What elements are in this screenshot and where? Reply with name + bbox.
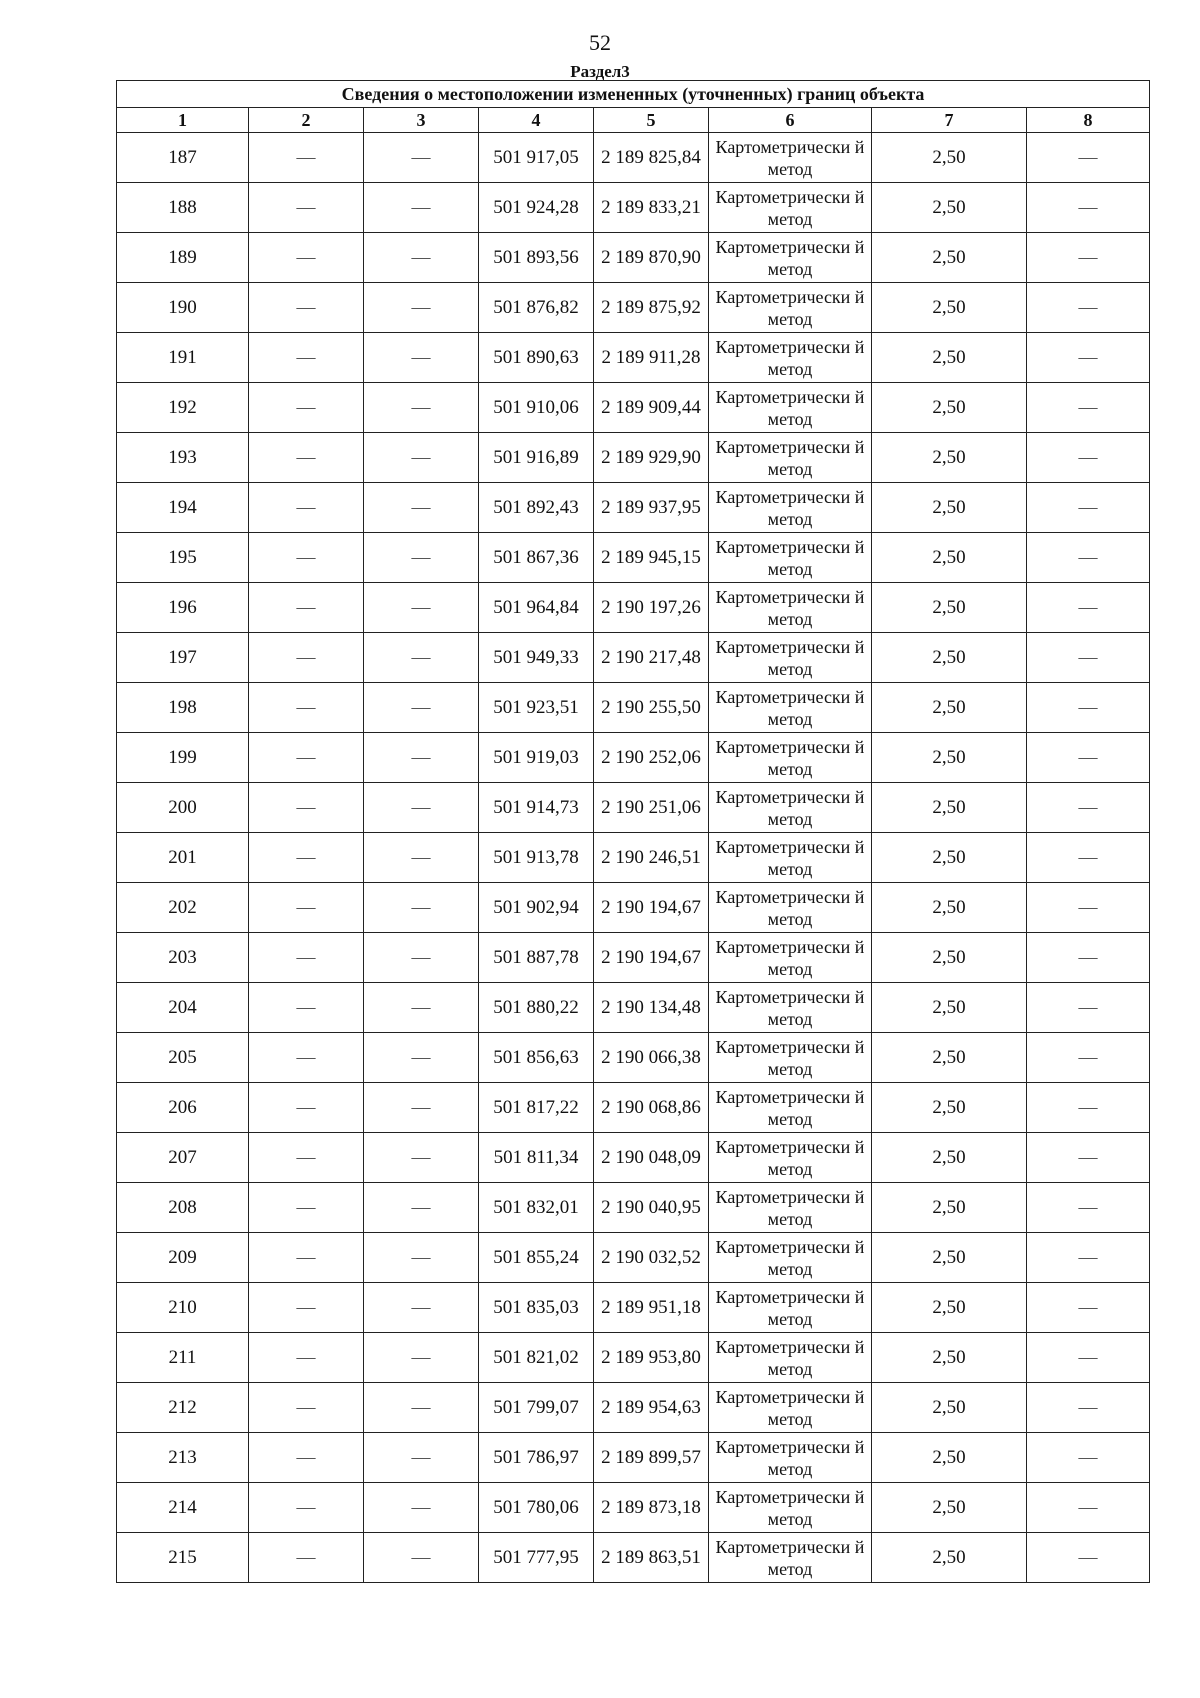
empty-value-cell: — bbox=[1027, 1083, 1150, 1133]
empty-value-cell: — bbox=[249, 233, 364, 283]
column-number: 3 bbox=[364, 108, 479, 133]
empty-value-cell: — bbox=[1027, 883, 1150, 933]
x-coordinate-cell: 501 910,06 bbox=[479, 383, 594, 433]
table-row bbox=[117, 1333, 1150, 1383]
point-number-cell: 199 bbox=[117, 733, 249, 783]
y-coordinate-cell: 2 189 863,51 bbox=[594, 1533, 709, 1583]
x-coordinate-cell: 501 832,01 bbox=[479, 1183, 594, 1233]
y-coordinate-cell: 2 189 875,92 bbox=[594, 283, 709, 333]
empty-value-cell: — bbox=[1027, 133, 1150, 183]
accuracy-cell: 2,50 bbox=[872, 283, 1027, 333]
table-row bbox=[117, 1483, 1150, 1533]
x-coordinate-cell: 501 914,73 bbox=[479, 783, 594, 833]
y-coordinate-cell: 2 189 951,18 bbox=[594, 1283, 709, 1333]
accuracy-cell: 2,50 bbox=[872, 183, 1027, 233]
point-number-cell: 202 bbox=[117, 883, 249, 933]
table-row bbox=[117, 333, 1150, 383]
empty-value-cell: — bbox=[364, 783, 479, 833]
empty-value-cell: — bbox=[364, 333, 479, 383]
method-cell: Картометрически й метод bbox=[709, 683, 872, 733]
method-cell: Картометрически й метод bbox=[709, 133, 872, 183]
empty-value-cell: — bbox=[1027, 1483, 1150, 1533]
y-coordinate-cell: 2 190 134,48 bbox=[594, 983, 709, 1033]
coordinates-table bbox=[116, 80, 1150, 1583]
method-cell: Картометрически й метод bbox=[709, 1433, 872, 1483]
empty-value-cell: — bbox=[249, 533, 364, 583]
empty-value-cell: — bbox=[249, 733, 364, 783]
x-coordinate-cell: 501 949,33 bbox=[479, 633, 594, 683]
y-coordinate-cell: 2 190 040,95 bbox=[594, 1183, 709, 1233]
accuracy-cell: 2,50 bbox=[872, 683, 1027, 733]
accuracy-cell: 2,50 bbox=[872, 1033, 1027, 1083]
empty-value-cell: — bbox=[249, 683, 364, 733]
point-number-cell: 207 bbox=[117, 1133, 249, 1183]
y-coordinate-cell: 2 189 929,90 bbox=[594, 433, 709, 483]
y-coordinate-cell: 2 189 825,84 bbox=[594, 133, 709, 183]
column-number: 4 bbox=[479, 108, 594, 133]
point-number-cell: 198 bbox=[117, 683, 249, 733]
column-number: 8 bbox=[1027, 108, 1150, 133]
empty-value-cell: — bbox=[249, 783, 364, 833]
empty-value-cell: — bbox=[364, 1033, 479, 1083]
table-body bbox=[117, 133, 1150, 1583]
empty-value-cell: — bbox=[249, 883, 364, 933]
x-coordinate-cell: 501 964,84 bbox=[479, 583, 594, 633]
empty-value-cell: — bbox=[364, 983, 479, 1033]
accuracy-cell: 2,50 bbox=[872, 1383, 1027, 1433]
point-number-cell: 193 bbox=[117, 433, 249, 483]
x-coordinate-cell: 501 799,07 bbox=[479, 1383, 594, 1433]
table-row bbox=[117, 433, 1150, 483]
empty-value-cell: — bbox=[249, 1483, 364, 1533]
table-row bbox=[117, 133, 1150, 183]
x-coordinate-cell: 501 917,05 bbox=[479, 133, 594, 183]
empty-value-cell: — bbox=[364, 1183, 479, 1233]
empty-value-cell: — bbox=[364, 183, 479, 233]
point-number-cell: 214 bbox=[117, 1483, 249, 1533]
empty-value-cell: — bbox=[1027, 1283, 1150, 1333]
x-coordinate-cell: 501 835,03 bbox=[479, 1283, 594, 1333]
y-coordinate-cell: 2 190 048,09 bbox=[594, 1133, 709, 1183]
y-coordinate-cell: 2 189 911,28 bbox=[594, 333, 709, 383]
table-row bbox=[117, 883, 1150, 933]
y-coordinate-cell: 2 190 246,51 bbox=[594, 833, 709, 883]
point-number-cell: 188 bbox=[117, 183, 249, 233]
point-number-cell: 209 bbox=[117, 1233, 249, 1283]
table-row bbox=[117, 983, 1150, 1033]
x-coordinate-cell: 501 902,94 bbox=[479, 883, 594, 933]
method-cell: Картометрически й метод bbox=[709, 1283, 872, 1333]
table-row bbox=[117, 933, 1150, 983]
method-cell: Картометрически й метод bbox=[709, 1033, 872, 1083]
table-row bbox=[117, 1533, 1150, 1583]
table-row bbox=[117, 833, 1150, 883]
point-number-cell: 211 bbox=[117, 1333, 249, 1383]
y-coordinate-cell: 2 189 870,90 bbox=[594, 233, 709, 283]
point-number-cell: 212 bbox=[117, 1383, 249, 1433]
empty-value-cell: — bbox=[249, 1233, 364, 1283]
method-cell: Картометрически й метод bbox=[709, 533, 872, 583]
empty-value-cell: — bbox=[1027, 683, 1150, 733]
empty-value-cell: — bbox=[1027, 833, 1150, 883]
empty-value-cell: — bbox=[249, 1533, 364, 1583]
accuracy-cell: 2,50 bbox=[872, 483, 1027, 533]
accuracy-cell: 2,50 bbox=[872, 633, 1027, 683]
table-header bbox=[117, 81, 1150, 133]
empty-value-cell: — bbox=[364, 1233, 479, 1283]
empty-value-cell: — bbox=[249, 1283, 364, 1333]
accuracy-cell: 2,50 bbox=[872, 883, 1027, 933]
method-cell: Картометрически й метод bbox=[709, 1333, 872, 1383]
empty-value-cell: — bbox=[364, 933, 479, 983]
point-number-cell: 206 bbox=[117, 1083, 249, 1133]
empty-value-cell: — bbox=[364, 483, 479, 533]
empty-value-cell: — bbox=[364, 283, 479, 333]
method-cell: Картометрически й метод bbox=[709, 333, 872, 383]
x-coordinate-cell: 501 855,24 bbox=[479, 1233, 594, 1283]
empty-value-cell: — bbox=[364, 583, 479, 633]
accuracy-cell: 2,50 bbox=[872, 833, 1027, 883]
point-number-cell: 187 bbox=[117, 133, 249, 183]
y-coordinate-cell: 2 189 945,15 bbox=[594, 533, 709, 583]
point-number-cell: 200 bbox=[117, 783, 249, 833]
point-number-cell: 201 bbox=[117, 833, 249, 883]
point-number-cell: 189 bbox=[117, 233, 249, 283]
accuracy-cell: 2,50 bbox=[872, 133, 1027, 183]
y-coordinate-cell: 2 190 066,38 bbox=[594, 1033, 709, 1083]
column-number: 6 bbox=[709, 108, 872, 133]
table-caption-row bbox=[117, 81, 1150, 108]
x-coordinate-cell: 501 916,89 bbox=[479, 433, 594, 483]
empty-value-cell: — bbox=[1027, 1533, 1150, 1583]
empty-value-cell: — bbox=[364, 1383, 479, 1433]
empty-value-cell: — bbox=[364, 133, 479, 183]
empty-value-cell: — bbox=[249, 433, 364, 483]
empty-value-cell: — bbox=[364, 733, 479, 783]
y-coordinate-cell: 2 189 873,18 bbox=[594, 1483, 709, 1533]
method-cell: Картометрически й метод bbox=[709, 383, 872, 433]
empty-value-cell: — bbox=[1027, 1383, 1150, 1433]
y-coordinate-cell: 2 190 032,52 bbox=[594, 1233, 709, 1283]
y-coordinate-cell: 2 190 197,26 bbox=[594, 583, 709, 633]
y-coordinate-cell: 2 189 954,63 bbox=[594, 1383, 709, 1433]
column-number: 7 bbox=[872, 108, 1027, 133]
empty-value-cell: — bbox=[249, 283, 364, 333]
table-row bbox=[117, 1283, 1150, 1333]
table-row bbox=[117, 633, 1150, 683]
point-number-cell: 203 bbox=[117, 933, 249, 983]
empty-value-cell: — bbox=[1027, 583, 1150, 633]
table-row bbox=[117, 1033, 1150, 1083]
point-number-cell: 195 bbox=[117, 533, 249, 583]
empty-value-cell: — bbox=[1027, 733, 1150, 783]
table-row bbox=[117, 533, 1150, 583]
method-cell: Картометрически й метод bbox=[709, 1383, 872, 1433]
accuracy-cell: 2,50 bbox=[872, 1283, 1027, 1333]
table-row bbox=[117, 583, 1150, 633]
accuracy-cell: 2,50 bbox=[872, 1233, 1027, 1283]
empty-value-cell: — bbox=[1027, 283, 1150, 333]
empty-value-cell: — bbox=[1027, 1333, 1150, 1383]
x-coordinate-cell: 501 919,03 bbox=[479, 733, 594, 783]
empty-value-cell: — bbox=[1027, 1233, 1150, 1283]
accuracy-cell: 2,50 bbox=[872, 1333, 1027, 1383]
x-coordinate-cell: 501 890,63 bbox=[479, 333, 594, 383]
table-row bbox=[117, 183, 1150, 233]
table-row bbox=[117, 1383, 1150, 1433]
method-cell: Картометрически й метод bbox=[709, 583, 872, 633]
accuracy-cell: 2,50 bbox=[872, 933, 1027, 983]
x-coordinate-cell: 501 892,43 bbox=[479, 483, 594, 533]
method-cell: Картометрически й метод bbox=[709, 433, 872, 483]
accuracy-cell: 2,50 bbox=[872, 533, 1027, 583]
empty-value-cell: — bbox=[1027, 1033, 1150, 1083]
empty-value-cell: — bbox=[249, 333, 364, 383]
y-coordinate-cell: 2 190 194,67 bbox=[594, 883, 709, 933]
empty-value-cell: — bbox=[1027, 783, 1150, 833]
x-coordinate-cell: 501 924,28 bbox=[479, 183, 594, 233]
point-number-cell: 204 bbox=[117, 983, 249, 1033]
empty-value-cell: — bbox=[1027, 933, 1150, 983]
empty-value-cell: — bbox=[249, 583, 364, 633]
empty-value-cell: — bbox=[249, 1083, 364, 1133]
method-cell: Картометрически й метод bbox=[709, 983, 872, 1033]
empty-value-cell: — bbox=[364, 1433, 479, 1483]
empty-value-cell: — bbox=[1027, 1133, 1150, 1183]
empty-value-cell: — bbox=[249, 183, 364, 233]
empty-value-cell: — bbox=[249, 633, 364, 683]
empty-value-cell: — bbox=[364, 633, 479, 683]
y-coordinate-cell: 2 190 068,86 bbox=[594, 1083, 709, 1133]
method-cell: Картометрически й метод bbox=[709, 833, 872, 883]
empty-value-cell: — bbox=[249, 1033, 364, 1083]
accuracy-cell: 2,50 bbox=[872, 1483, 1027, 1533]
empty-value-cell: — bbox=[364, 383, 479, 433]
point-number-cell: 192 bbox=[117, 383, 249, 433]
x-coordinate-cell: 501 893,56 bbox=[479, 233, 594, 283]
empty-value-cell: — bbox=[364, 1483, 479, 1533]
x-coordinate-cell: 501 887,78 bbox=[479, 933, 594, 983]
point-number-cell: 190 bbox=[117, 283, 249, 333]
empty-value-cell: — bbox=[364, 1283, 479, 1333]
accuracy-cell: 2,50 bbox=[872, 1533, 1027, 1583]
empty-value-cell: — bbox=[1027, 533, 1150, 583]
method-cell: Картометрически й метод bbox=[709, 1083, 872, 1133]
table-row bbox=[117, 383, 1150, 433]
empty-value-cell: — bbox=[364, 533, 479, 583]
method-cell: Картометрически й метод bbox=[709, 1183, 872, 1233]
point-number-cell: 210 bbox=[117, 1283, 249, 1333]
x-coordinate-cell: 501 811,34 bbox=[479, 1133, 594, 1183]
x-coordinate-cell: 501 821,02 bbox=[479, 1333, 594, 1383]
y-coordinate-cell: 2 190 255,50 bbox=[594, 683, 709, 733]
accuracy-cell: 2,50 bbox=[872, 1433, 1027, 1483]
method-cell: Картометрически й метод bbox=[709, 883, 872, 933]
method-cell: Картометрически й метод bbox=[709, 233, 872, 283]
column-number: 2 bbox=[249, 108, 364, 133]
point-number-cell: 205 bbox=[117, 1033, 249, 1083]
empty-value-cell: — bbox=[1027, 333, 1150, 383]
x-coordinate-cell: 501 777,95 bbox=[479, 1533, 594, 1583]
empty-value-cell: — bbox=[249, 1383, 364, 1433]
method-cell: Картометрически й метод bbox=[709, 483, 872, 533]
empty-value-cell: — bbox=[249, 483, 364, 533]
accuracy-cell: 2,50 bbox=[872, 783, 1027, 833]
accuracy-cell: 2,50 bbox=[872, 383, 1027, 433]
column-numbers-row bbox=[117, 108, 1150, 133]
table-row bbox=[117, 1233, 1150, 1283]
point-number-cell: 213 bbox=[117, 1433, 249, 1483]
accuracy-cell: 2,50 bbox=[872, 1083, 1027, 1133]
column-number: 5 bbox=[594, 108, 709, 133]
x-coordinate-cell: 501 876,82 bbox=[479, 283, 594, 333]
y-coordinate-cell: 2 189 899,57 bbox=[594, 1433, 709, 1483]
method-cell: Картометрически й метод bbox=[709, 1483, 872, 1533]
y-coordinate-cell: 2 189 953,80 bbox=[594, 1333, 709, 1383]
method-cell: Картометрически й метод bbox=[709, 1233, 872, 1283]
y-coordinate-cell: 2 189 909,44 bbox=[594, 383, 709, 433]
point-number-cell: 196 bbox=[117, 583, 249, 633]
table-row bbox=[117, 783, 1150, 833]
table-row bbox=[117, 1183, 1150, 1233]
empty-value-cell: — bbox=[1027, 383, 1150, 433]
empty-value-cell: — bbox=[249, 1183, 364, 1233]
y-coordinate-cell: 2 189 833,21 bbox=[594, 183, 709, 233]
method-cell: Картометрически й метод bbox=[709, 933, 872, 983]
empty-value-cell: — bbox=[1027, 233, 1150, 283]
accuracy-cell: 2,50 bbox=[872, 333, 1027, 383]
empty-value-cell: — bbox=[364, 1083, 479, 1133]
table-row bbox=[117, 283, 1150, 333]
x-coordinate-cell: 501 856,63 bbox=[479, 1033, 594, 1083]
method-cell: Картометрически й метод bbox=[709, 633, 872, 683]
empty-value-cell: — bbox=[249, 833, 364, 883]
empty-value-cell: — bbox=[364, 1133, 479, 1183]
x-coordinate-cell: 501 880,22 bbox=[479, 983, 594, 1033]
x-coordinate-cell: 501 817,22 bbox=[479, 1083, 594, 1133]
column-number: 1 bbox=[117, 108, 249, 133]
empty-value-cell: — bbox=[364, 1533, 479, 1583]
page-number: 52 bbox=[589, 30, 611, 55]
point-number-cell: 194 bbox=[117, 483, 249, 533]
point-number-cell: 197 bbox=[117, 633, 249, 683]
x-coordinate-cell: 501 923,51 bbox=[479, 683, 594, 733]
accuracy-cell: 2,50 bbox=[872, 983, 1027, 1033]
y-coordinate-cell: 2 189 937,95 bbox=[594, 483, 709, 533]
method-cell: Картометрически й метод bbox=[709, 1533, 872, 1583]
table-row bbox=[117, 233, 1150, 283]
table-caption: Сведения о местоположении измененных (уточненных) границ объекта bbox=[117, 81, 1150, 108]
accuracy-cell: 2,50 bbox=[872, 233, 1027, 283]
empty-value-cell: — bbox=[1027, 483, 1150, 533]
empty-value-cell: — bbox=[249, 383, 364, 433]
empty-value-cell: — bbox=[249, 133, 364, 183]
empty-value-cell: — bbox=[364, 883, 479, 933]
y-coordinate-cell: 2 190 194,67 bbox=[594, 933, 709, 983]
x-coordinate-cell: 501 867,36 bbox=[479, 533, 594, 583]
method-cell: Картометрически й метод bbox=[709, 733, 872, 783]
point-number-cell: 215 bbox=[117, 1533, 249, 1583]
y-coordinate-cell: 2 190 251,06 bbox=[594, 783, 709, 833]
empty-value-cell: — bbox=[1027, 1183, 1150, 1233]
empty-value-cell: — bbox=[249, 933, 364, 983]
table-row bbox=[117, 1133, 1150, 1183]
x-coordinate-cell: 501 913,78 bbox=[479, 833, 594, 883]
empty-value-cell: — bbox=[1027, 433, 1150, 483]
accuracy-cell: 2,50 bbox=[872, 1133, 1027, 1183]
empty-value-cell: — bbox=[364, 1333, 479, 1383]
table-row bbox=[117, 483, 1150, 533]
empty-value-cell: — bbox=[364, 433, 479, 483]
method-cell: Картометрически й метод bbox=[709, 783, 872, 833]
empty-value-cell: — bbox=[1027, 183, 1150, 233]
x-coordinate-cell: 501 780,06 bbox=[479, 1483, 594, 1533]
empty-value-cell: — bbox=[1027, 1433, 1150, 1483]
y-coordinate-cell: 2 190 252,06 bbox=[594, 733, 709, 783]
table-row bbox=[117, 1083, 1150, 1133]
table-row bbox=[117, 1433, 1150, 1483]
method-cell: Картометрически й метод bbox=[709, 1133, 872, 1183]
method-cell: Картометрически й метод bbox=[709, 283, 872, 333]
empty-value-cell: — bbox=[249, 1133, 364, 1183]
empty-value-cell: — bbox=[364, 233, 479, 283]
point-number-cell: 208 bbox=[117, 1183, 249, 1233]
empty-value-cell: — bbox=[364, 683, 479, 733]
accuracy-cell: 2,50 bbox=[872, 433, 1027, 483]
empty-value-cell: — bbox=[249, 983, 364, 1033]
empty-value-cell: — bbox=[364, 833, 479, 883]
empty-value-cell: — bbox=[1027, 633, 1150, 683]
empty-value-cell: — bbox=[249, 1333, 364, 1383]
accuracy-cell: 2,50 bbox=[872, 733, 1027, 783]
x-coordinate-cell: 501 786,97 bbox=[479, 1433, 594, 1483]
accuracy-cell: 2,50 bbox=[872, 1183, 1027, 1233]
empty-value-cell: — bbox=[1027, 983, 1150, 1033]
empty-value-cell: — bbox=[249, 1433, 364, 1483]
method-cell: Картометрически й метод bbox=[709, 183, 872, 233]
point-number-cell: 191 bbox=[117, 333, 249, 383]
accuracy-cell: 2,50 bbox=[872, 583, 1027, 633]
table-row bbox=[117, 683, 1150, 733]
table-row bbox=[117, 733, 1150, 783]
section-title: Раздел3 bbox=[570, 62, 630, 81]
y-coordinate-cell: 2 190 217,48 bbox=[594, 633, 709, 683]
